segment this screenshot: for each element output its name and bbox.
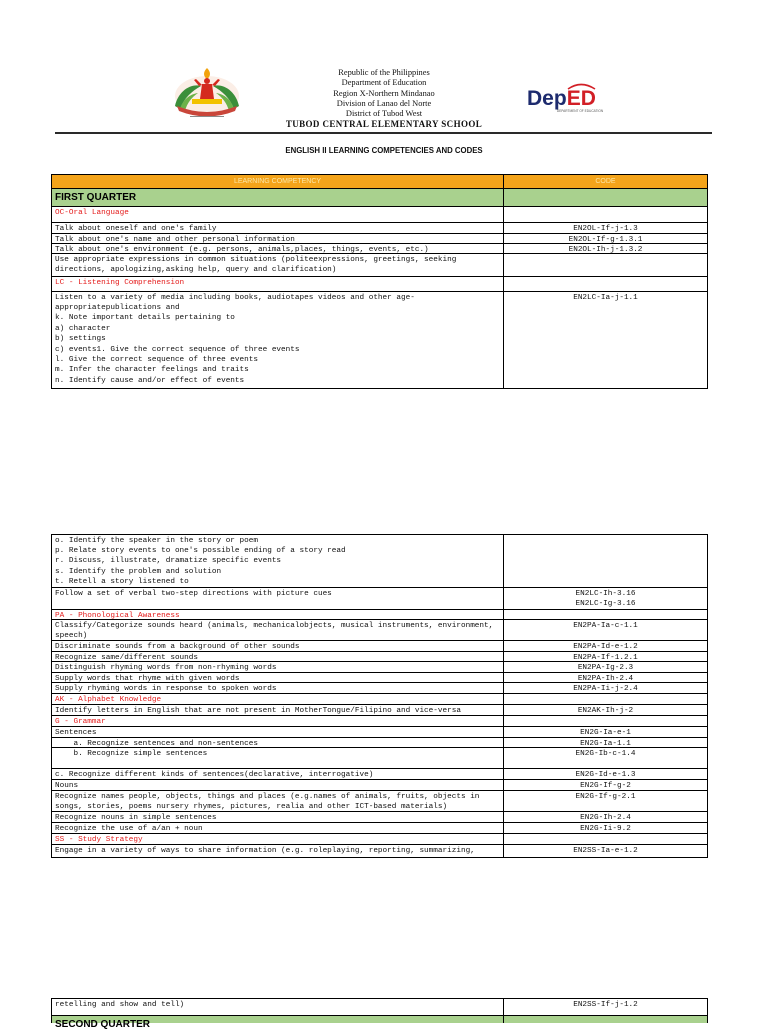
competency-table-section [51,998,708,1030]
deped-logo-ed: ED [566,87,596,110]
competency-line: Recognize nouns in simple sentences [55,813,217,822]
competency-table-section [51,174,708,389]
table-row [52,845,707,858]
learning-code: EN2OL-If-j-1.3 [573,224,638,233]
learning-code: EN2PA-Ih-2.4 [577,674,634,683]
table-row [52,999,707,1016]
competency-line: Sentences [55,728,97,737]
competency-line: Distinguish rhyming words from non-rhyming words [55,663,277,672]
quarter-cell [52,189,504,206]
svg-text:DepED [527,87,596,110]
table-row [52,812,707,823]
address-line-district: District of Tubod West [345,109,423,119]
learning-code: EN2SS-Ia-e-1.2 [573,846,638,855]
code-cell [504,588,707,609]
code-cell [504,738,707,747]
learning-code: EN2LC-Ih-3.16 [575,589,636,598]
competency-line: l. Give the correct sequence of three events [55,355,258,364]
competency-line: Discriminate sounds from a background of other sounds [55,642,300,651]
competency-cell [52,588,504,609]
table-row [52,244,707,254]
code-cell [504,641,707,651]
learning-code: EN2G-Ia-e-1 [580,728,631,737]
deped-logo-tagline: DEPARTMENT OF EDUCATION [556,109,604,113]
competency-line: Nouns [55,781,79,790]
competency-line: s. Identify the problem and solution [55,567,222,576]
competency-line: Classify/Categorize sounds heard (animals, mechanicalobjects, musical instruments, environment, [55,621,494,630]
document-title: ENGLISH II LEARNING COMPETENCIES AND CODES [285,146,483,155]
table-row [52,662,707,673]
competency-line: Supply rhyming words in response to spoken words [55,684,277,693]
strand-row [52,277,707,292]
competency-line: Listen to a variety of media including books, audiotapes videos and other age- [55,293,415,302]
learning-code: EN2OL-If-g-1.3.1 [568,235,643,244]
table-row [52,727,707,738]
table-row [52,748,707,769]
code-cell [504,277,707,291]
column-header-competency: LEARNING COMPETENCY [52,175,504,188]
table-row [52,254,707,277]
code-cell [504,662,707,672]
code-cell [504,727,707,737]
strand-cell [52,277,504,291]
competency-cell [52,641,504,651]
table-row [52,769,707,780]
competency-line: n. Identify cause and/or effect of events [55,376,245,385]
competency-cell [52,845,504,857]
learning-code: EN2PA-If-1.2.1 [573,653,638,662]
learning-code: EN2OL-Ih-j-1.3.2 [568,245,643,254]
competency-cell [52,662,504,672]
competency-cell [52,823,504,833]
competency-line: speech) [55,631,88,640]
competency-line: Use appropriate expressions in common situations (politeexpressions, greetings, seeking [55,255,457,264]
competency-line: Talk about one's environment (e.g. persons, animals,places, things, events, etc.) [55,245,429,254]
competency-line: Follow a set of verbal two-step directions with picture cues [55,589,332,598]
code-cell [504,705,707,715]
letterhead-address [234,68,534,130]
learning-code: EN2G-Ib-c-1.4 [575,749,636,758]
competency-line: Recognize same/different sounds [55,653,199,662]
learning-code: EN2G-Ii-9.2 [580,824,631,833]
table-row [52,292,707,389]
competency-line: Recognize the use of a/an + noun [55,824,203,833]
competency-cell [52,652,504,661]
competency-line: a. Recognize sentences and non-sentences [55,739,258,748]
competency-line: t. Retell a story listened to [55,578,189,587]
competency-line: Identify letters in English that are not present in MotherTongue/Filipino and vice-versa [55,706,461,715]
competency-line: Talk about one's name and other personal information [55,235,295,244]
address-line-country: Republic of the Philippines [338,68,430,77]
strand-heading: LC - Listening Comprehension [55,278,185,287]
competency-line: b. Recognize simple sentences [55,749,208,758]
learning-code: EN2G-Id-e-1.3 [575,770,636,779]
competency-cell [52,244,504,253]
code-cell [504,535,707,587]
code-cell [504,683,707,693]
table-row [52,791,707,812]
competency-line: p. Relate story events to one's possible ending of a story read [55,546,346,555]
learning-code: EN2SS-If-j-1.2 [573,1000,638,1009]
table-row [52,223,707,234]
quarter-heading: FIRST QUARTER [55,192,137,203]
code-cell [504,610,707,619]
competency-cell [52,748,504,768]
deped-logo-dep: Dep [527,87,567,110]
quarter-cell [52,1016,504,1030]
competency-line: Supply words that rhyme with given words [55,674,240,683]
competency-line: Recognize names people, objects, things and places (e.g.names of animals, fruits, objects in [55,792,480,801]
code-cell [504,673,707,682]
table-row [52,683,707,694]
code-cell [504,999,707,1015]
strand-cell [52,716,504,726]
school-name: TUBOD CENTRAL ELEMENTARY SCHOOL [285,119,483,130]
code-cell [504,780,707,790]
competency-cell [52,705,504,715]
table-row [52,673,707,683]
competency-cell [52,769,504,779]
code-cell [504,834,707,844]
code-cell [504,223,707,233]
table-row [52,588,707,610]
column-header-code: CODE [504,175,707,188]
competency-cell [52,999,504,1015]
strand-row [52,610,707,620]
code-cell [504,234,707,243]
code-cell [504,207,707,222]
competency-line: b) settings [55,335,106,344]
competency-line: c. Recognize different kinds of sentences(declarative, interrogative) [55,770,374,779]
code-cell [504,292,707,388]
competency-cell [52,254,504,276]
strand-cell [52,834,504,844]
table-header-row [52,175,707,189]
letterhead-divider [55,132,712,134]
learning-code: EN2G-If-g-2 [580,781,631,790]
code-cell [504,620,707,640]
quarter-row [52,189,707,207]
strand-cell [52,610,504,619]
competency-table-section [51,534,708,858]
competency-line: k. Note important details pertaining to [55,314,235,323]
learning-code: EN2PA-Ia-c-1.1 [573,621,638,630]
learning-code: EN2AK-Ih-j-2 [577,706,634,715]
table-row [52,535,707,588]
learning-code: EN2PA-Id-e-1.2 [573,642,638,651]
table-row [52,780,707,791]
competency-line: Talk about oneself and one's family [55,224,217,233]
strand-row [52,694,707,705]
strand-cell [52,694,504,704]
code-cell [504,1016,707,1023]
table-row [52,620,707,641]
code-cell [504,254,707,276]
quarter-heading: SECOND QUARTER [55,1019,151,1030]
competency-line: Engage in a variety of ways to share information (e.g. roleplaying, reporting, summarizing, [55,846,475,855]
competency-line: directions, apologizing,asking help, query and clarification) [55,265,337,274]
competency-cell [52,234,504,243]
code-cell [504,823,707,833]
strand-row [52,716,707,727]
table-row [52,641,707,652]
address-line-division: Division of Lanao del Norte [336,98,432,108]
strand-cell [52,207,504,222]
competency-cell [52,791,504,811]
competency-line: o. Identify the speaker in the story or poem [55,536,258,545]
learning-code: EN2PA-Ig-2.3 [577,663,634,672]
competency-cell [52,683,504,693]
code-cell [504,791,707,811]
competency-line: a) character [55,324,111,333]
code-cell [504,845,707,857]
address-line-department: Department of Education [341,78,427,88]
address-line-region: Region X-Northern Mindanao [333,88,435,98]
competency-line: c) events1. Give the correct sequence of three events [55,345,300,354]
division-seal-icon [170,66,244,120]
competency-cell [52,727,504,737]
competency-cell [52,292,504,388]
strand-row [52,834,707,845]
strand-heading: AK - Alphabet Knowledge [55,695,162,704]
competency-cell [52,620,504,640]
strand-heading: SS - Study Strategy [55,835,143,844]
code-cell [504,716,707,726]
learning-code: EN2LC-Ig-3.16 [575,599,636,608]
learning-code: EN2G-If-g-2.1 [575,792,636,801]
table-row [52,738,707,748]
learning-code: EN2G-Ih-2.4 [580,813,631,822]
competency-line: appropriatepublications and [55,303,180,312]
competency-cell [52,535,504,587]
competency-line: r. Discuss, illustrate, dramatize specific events [55,557,282,566]
competency-cell [52,738,504,747]
code-cell [504,244,707,253]
competency-cell [52,780,504,790]
competency-line: m. Infer the character feelings and traits [55,366,249,375]
deped-logo-icon [524,80,604,118]
learning-code: EN2PA-Ii-j-2.4 [573,684,638,693]
table-row [52,234,707,244]
learning-code: EN2G-Ia-1.1 [580,739,631,748]
table-row [52,823,707,834]
learning-code: EN2LC-Ia-j-1.1 [573,293,638,302]
code-cell [504,652,707,661]
code-cell [504,189,707,206]
strand-heading: G - Grammar [55,717,106,726]
competency-cell [52,673,504,682]
table-row [52,652,707,662]
table-row [52,705,707,716]
strand-heading: OC-Oral Language [55,208,129,217]
strand-heading: PA - Phonological Awareness [55,611,180,620]
code-cell [504,694,707,704]
code-cell [504,812,707,822]
quarter-row [52,1016,707,1030]
code-cell [504,769,707,779]
competency-line: retelling and show and tell) [55,1000,185,1009]
strand-row [52,207,707,223]
code-cell [504,748,707,768]
competency-cell [52,812,504,822]
competency-line: songs, stories, poems nursery rhymes, pictures, realia and other ICT-based materials) [55,802,448,811]
competency-cell [52,223,504,233]
